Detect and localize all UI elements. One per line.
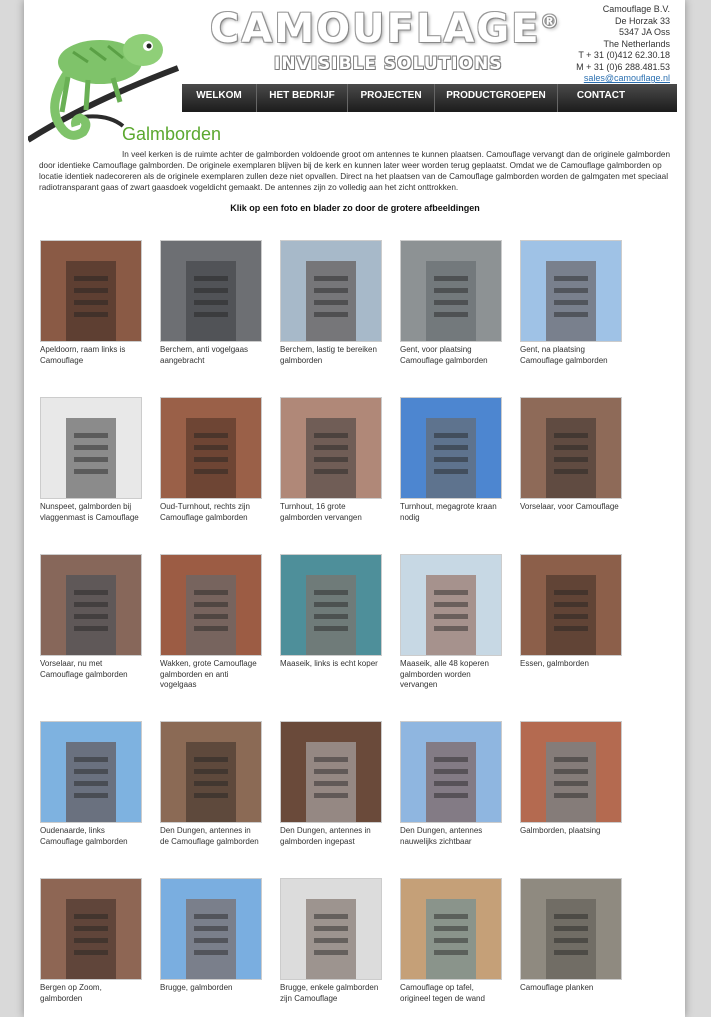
gallery-item[interactable] <box>160 878 264 994</box>
gallery-photo[interactable] <box>400 554 502 656</box>
gallery-caption: Essen, galmborden <box>520 659 589 668</box>
gallery-caption: Gent, voor plaatsing Camouflage galmborden <box>400 345 488 365</box>
gallery-item[interactable] <box>160 554 264 691</box>
gallery-item[interactable] <box>520 878 624 994</box>
gallery-item[interactable] <box>40 240 144 366</box>
gallery-photo[interactable] <box>400 721 502 823</box>
gallery-caption: Berchem, lastig te bereiken galmborden <box>280 345 377 365</box>
page-title: Galmborden <box>122 124 222 144</box>
mobile: M + 31 (0)6 288.481.53 <box>576 61 670 72</box>
gallery-photo[interactable] <box>280 554 382 656</box>
gallery-caption: Brugge, galmborden <box>160 983 233 992</box>
gallery-photo[interactable] <box>280 878 382 980</box>
gallery-caption: Camouflage planken <box>520 983 594 992</box>
gallery-caption: Oudenaarde, links Camouflage galmborden <box>40 826 128 846</box>
gallery-item[interactable] <box>520 397 624 513</box>
gallery-caption: Vorselaar, voor Camouflage <box>520 502 619 511</box>
gallery-caption: Wakken, grote Camouflage galmborden en anti vogelgaas <box>160 659 257 689</box>
nav-projecten[interactable]: PROJECTEN <box>348 84 435 112</box>
gallery-caption: Maaseik, links is echt koper <box>280 659 378 668</box>
gallery-item[interactable] <box>280 554 384 670</box>
gallery-item[interactable] <box>160 721 264 847</box>
brand-name: CAMOUFLAGE <box>210 6 541 52</box>
gallery-item[interactable] <box>400 397 504 523</box>
gallery-item[interactable] <box>40 878 144 1004</box>
gallery-caption: Vorselaar, nu met Camouflage galmborden <box>40 659 128 679</box>
phone: T + 31 (0)412 62.30.18 <box>578 50 670 60</box>
gallery-photo[interactable] <box>160 240 262 342</box>
city: 5347 JA Oss <box>618 27 670 37</box>
gallery-item[interactable] <box>40 721 144 847</box>
country: The Netherlands <box>603 38 670 49</box>
gallery-item[interactable] <box>400 554 504 691</box>
gallery-caption: Turnhout, 16 grote galmborden vervangen <box>280 502 362 522</box>
gallery-caption: Den Dungen, antennes in de Camouflage galmborden <box>160 826 259 846</box>
gallery-item[interactable] <box>400 878 504 1004</box>
gallery-item[interactable] <box>280 878 384 1004</box>
address-block <box>576 4 670 85</box>
street: De Horzak 33 <box>614 15 670 26</box>
gallery-photo[interactable] <box>520 721 622 823</box>
gallery-caption: Turnhout, megagrote kraan nodig <box>400 502 497 522</box>
gallery-photo[interactable] <box>160 878 262 980</box>
gallery-photo[interactable] <box>520 554 622 656</box>
gallery-item[interactable] <box>280 240 384 366</box>
main-content <box>39 124 671 213</box>
brand-logo[interactable] <box>210 6 561 52</box>
gallery-photo[interactable] <box>280 397 382 499</box>
gallery-item[interactable] <box>160 397 264 523</box>
gallery-photo[interactable] <box>40 554 142 656</box>
gallery-item[interactable] <box>400 240 504 366</box>
gallery-photo[interactable] <box>520 240 622 342</box>
gallery-photo[interactable] <box>400 878 502 980</box>
gallery-photo[interactable] <box>400 240 502 342</box>
nav-productgroepen[interactable]: PRODUCTGROEPEN <box>435 84 558 112</box>
gallery-photo[interactable] <box>520 878 622 980</box>
gallery-photo[interactable] <box>280 721 382 823</box>
gallery-photo[interactable] <box>520 397 622 499</box>
gallery-item[interactable] <box>400 721 504 847</box>
nav-het-bedrijf[interactable]: HET BEDRIJF <box>257 84 348 112</box>
gallery-photo[interactable] <box>40 240 142 342</box>
gallery-caption: Gent, na plaatsing Camouflage galmborden <box>520 345 608 365</box>
gallery-instruction: Klik op een foto en blader zo door de grotere afbeeldingen <box>230 203 480 213</box>
gallery-caption: Oud-Turnhout, rechts zijn Camouflage galmborden <box>160 502 250 522</box>
gallery-photo[interactable] <box>160 554 262 656</box>
gallery-item[interactable] <box>160 240 264 366</box>
gallery-caption: Den Dungen, antennes nauwelijks zichtbaar <box>400 826 483 846</box>
nav-contact[interactable]: CONTACT <box>576 90 626 101</box>
gallery-photo[interactable] <box>160 721 262 823</box>
gallery-item[interactable] <box>520 240 624 366</box>
header <box>24 0 685 140</box>
gallery-caption: Maaseik, alle 48 koperen galmborden worden vervangen <box>400 659 489 689</box>
gallery-photo[interactable] <box>40 397 142 499</box>
gallery-item[interactable] <box>520 554 624 670</box>
registered-mark: ® <box>540 11 561 33</box>
nav-welkom[interactable]: WELKOM <box>182 84 257 112</box>
gallery-caption: Bergen op Zoom, galmborden <box>40 983 102 1003</box>
gallery-photo[interactable] <box>40 721 142 823</box>
email-link[interactable]: sales@camouflage.nl <box>583 73 670 83</box>
page <box>24 0 685 1017</box>
gallery-caption: Apeldoorn, raam links is Camouflage <box>40 345 126 365</box>
company-name: Camouflage B.V. <box>602 4 670 14</box>
gallery-photo[interactable] <box>160 397 262 499</box>
main-nav <box>182 84 677 112</box>
gallery-item[interactable] <box>40 554 144 680</box>
gallery-caption: Nunspeet, galmborden bij vlaggenmast is Camouflage <box>40 502 139 522</box>
gallery-photo[interactable] <box>280 240 382 342</box>
gallery-caption: Brugge, enkele galmborden zijn Camouflage <box>280 983 379 1003</box>
gallery-item[interactable] <box>520 721 624 837</box>
gallery-photo[interactable] <box>40 878 142 980</box>
gallery-item[interactable] <box>280 397 384 523</box>
gallery-caption: Camouflage op tafel, origineel tegen de wand <box>400 983 485 1003</box>
gallery-photo[interactable] <box>400 397 502 499</box>
gallery-caption: Berchem, anti vogelgaas aangebracht <box>160 345 249 365</box>
brand-tagline: INVISIBLE SOLUTIONS <box>274 54 503 74</box>
gallery-caption: Galmborden, plaatsing <box>520 826 601 835</box>
intro-text: In veel kerken is de ruimte achter de galmborden voldoende groot om antennes te kunnen plaatsen. Camouflage vervangt dan de originele galmborden door identieke Camouflage galmborden. De originele exemplaren blijven bij de kerk en kunnen later weer worden terug geplaatst. Omdat we de Camouflage galmborden op locatie identiek nadecoreren als de originele exemplaren zullen deze niet opvallen. Direct na het plaatsen van de Camouflage galmborden worden de galmgaten met speciaal radiotransparant gaas of zwart gaasdoek vogeldicht gemaakt. De antennes zijn zo volledig aan het zicht onttrokken. <box>39 150 671 192</box>
gallery-item[interactable] <box>280 721 384 847</box>
gallery-item[interactable] <box>40 397 144 523</box>
gallery-caption: Den Dungen, antennes in galmborden ingepast <box>280 826 371 846</box>
